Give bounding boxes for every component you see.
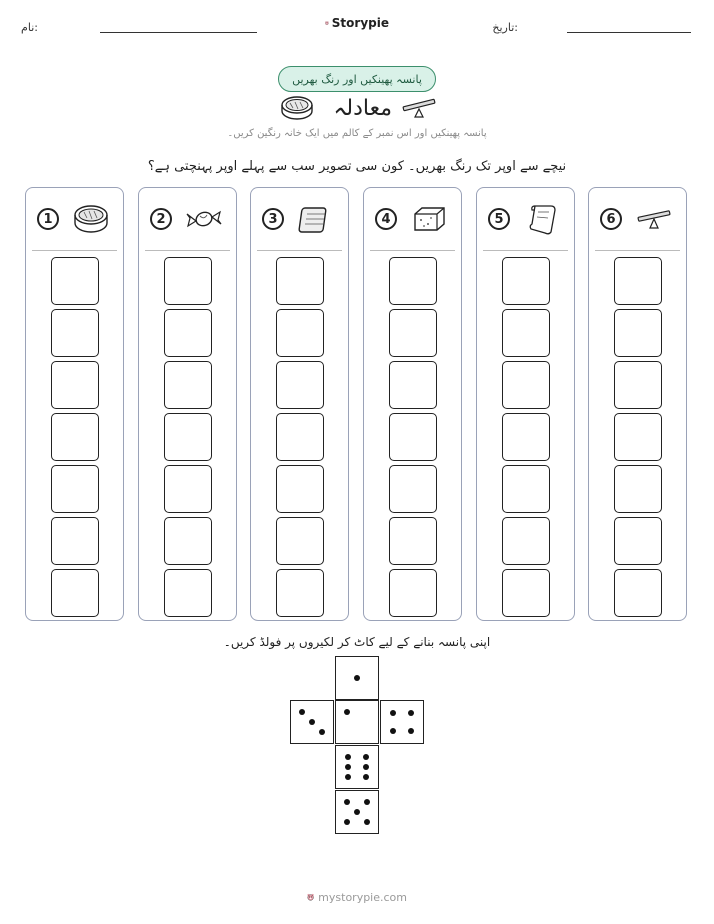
cracker-icon — [297, 202, 335, 236]
color-cell[interactable] — [276, 361, 324, 409]
color-cell[interactable] — [164, 413, 212, 461]
column-5 — [476, 187, 575, 621]
pip — [344, 819, 350, 825]
column-divider — [370, 250, 455, 251]
die-face-1-center — [335, 700, 379, 744]
color-cell[interactable] — [502, 361, 550, 409]
column-divider — [595, 250, 680, 251]
color-cell[interactable] — [51, 465, 99, 513]
column-number: 2 — [150, 208, 172, 230]
pip — [408, 710, 414, 716]
column-4 — [363, 187, 462, 621]
pip — [408, 728, 414, 734]
tambourine-icon — [280, 94, 314, 122]
date-line[interactable] — [567, 32, 691, 33]
footer — [307, 887, 407, 907]
pip — [390, 710, 396, 716]
pip — [344, 799, 350, 805]
color-cell[interactable] — [164, 465, 212, 513]
pip — [299, 709, 305, 715]
color-cell[interactable] — [502, 413, 550, 461]
color-cell[interactable] — [614, 361, 662, 409]
pip — [354, 675, 360, 681]
die-face-5 — [335, 790, 379, 834]
column-6 — [588, 187, 687, 621]
brand-logo — [325, 12, 389, 34]
color-cell[interactable] — [164, 257, 212, 305]
name-line[interactable] — [100, 32, 257, 33]
color-cell[interactable] — [389, 309, 437, 357]
die-face-4 — [380, 700, 424, 744]
date-label: تاریخ: — [492, 21, 518, 34]
color-cell[interactable] — [614, 309, 662, 357]
pip — [319, 729, 325, 735]
color-cell[interactable] — [614, 517, 662, 565]
column-number: 6 — [600, 208, 622, 230]
pip — [344, 709, 350, 715]
pip — [390, 728, 396, 734]
pip — [363, 754, 369, 760]
color-cell[interactable] — [614, 465, 662, 513]
color-cell[interactable] — [389, 465, 437, 513]
seesaw-icon — [400, 98, 438, 120]
activity-pill: پانسہ پھینکیں اور رنگ بھریں — [278, 66, 436, 92]
pip — [345, 774, 351, 780]
name-label: نام: — [21, 21, 38, 34]
column-divider — [483, 250, 568, 251]
bear-mascot-icon — [325, 16, 329, 30]
color-cell[interactable] — [51, 361, 99, 409]
color-cell[interactable] — [51, 517, 99, 565]
column-number: 5 — [488, 208, 510, 230]
fold-instructions: اپنی پانسہ بنانے کے لیے کاٹ کر لکیروں پر فولڈ کریں۔ — [223, 635, 491, 649]
color-cell[interactable] — [164, 309, 212, 357]
color-cell[interactable] — [276, 465, 324, 513]
color-cell[interactable] — [502, 257, 550, 305]
seesaw-icon — [635, 202, 673, 236]
die-face-6 — [335, 745, 379, 789]
color-cell[interactable] — [51, 257, 99, 305]
color-cell[interactable] — [389, 413, 437, 461]
column-divider — [257, 250, 342, 251]
column-number: 3 — [262, 208, 284, 230]
brand-name: Storypie — [331, 16, 389, 30]
color-cell[interactable] — [614, 569, 662, 617]
color-cell[interactable] — [389, 569, 437, 617]
color-cell[interactable] — [502, 465, 550, 513]
column-number: 1 — [37, 208, 59, 230]
candy-icon — [185, 202, 223, 236]
color-cell[interactable] — [164, 517, 212, 565]
pip — [309, 719, 315, 725]
color-cell[interactable] — [614, 257, 662, 305]
pip — [363, 774, 369, 780]
column-number: 4 — [375, 208, 397, 230]
pip — [364, 819, 370, 825]
column-3 — [250, 187, 349, 621]
pip — [345, 754, 351, 760]
color-cell[interactable] — [502, 517, 550, 565]
pip — [363, 764, 369, 770]
column-2 — [138, 187, 237, 621]
tambourine-icon — [72, 202, 110, 236]
color-cell[interactable] — [276, 309, 324, 357]
die-face-1 — [335, 656, 379, 700]
scroll-icon — [523, 202, 561, 236]
question: نیچے سے اوپر تک رنگ بھریں۔ کون سی تصویر سب سے پہلے اوپر پہنچتی ہے؟ — [147, 159, 567, 174]
color-cell[interactable] — [502, 569, 550, 617]
color-cell[interactable] — [51, 569, 99, 617]
column-divider — [32, 250, 117, 251]
bear-mascot-icon — [307, 889, 314, 905]
color-cell[interactable] — [389, 517, 437, 565]
color-cell[interactable] — [276, 413, 324, 461]
color-cell[interactable] — [614, 413, 662, 461]
page-title: معادلہ — [333, 96, 392, 121]
color-cell[interactable] — [276, 517, 324, 565]
color-cell[interactable] — [51, 309, 99, 357]
footer-url[interactable]: mystorypie.com — [318, 890, 407, 904]
pip — [354, 809, 360, 815]
instructions: پانسہ پھینکیں اور اس نمبر کے کالم میں ایک خانہ رنگین کریں۔ — [227, 128, 487, 139]
color-cell[interactable] — [164, 361, 212, 409]
color-cell[interactable] — [389, 361, 437, 409]
pip — [345, 764, 351, 770]
pip — [364, 799, 370, 805]
color-cell[interactable] — [276, 569, 324, 617]
color-cell[interactable] — [389, 257, 437, 305]
column-1 — [25, 187, 124, 621]
sponge-icon — [410, 202, 448, 236]
column-divider — [145, 250, 230, 251]
color-cell[interactable] — [502, 309, 550, 357]
color-cell[interactable] — [164, 569, 212, 617]
die-net — [290, 656, 424, 834]
color-cell[interactable] — [276, 257, 324, 305]
die-face-3 — [290, 700, 334, 744]
color-cell[interactable] — [51, 413, 99, 461]
